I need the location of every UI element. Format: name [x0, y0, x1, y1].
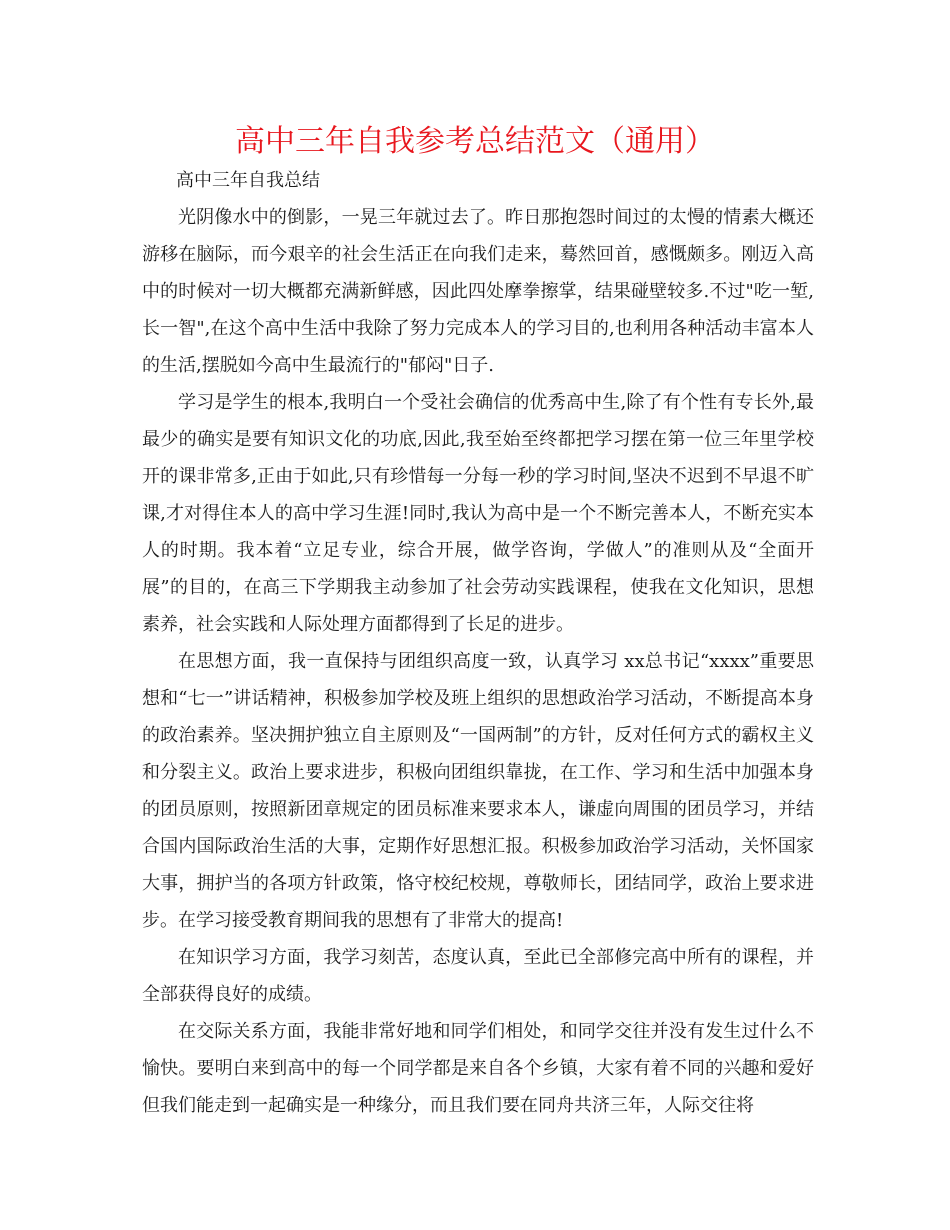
paragraph: 在交际关系方面，我能非常好地和同学们相处，和同学交往并没有发生过什么不愉快。要明白来到高中的每一个同学都是来自各个乡镇，大家有着不同的兴趣和爱好但我们能走到一起确实是一种缘分，而且我们要在同舟共济三年，人际交往将	[142, 1021, 814, 1116]
document-title: 高中三年自我参考总结范文（通用）	[235, 124, 715, 159]
paragraph: 学习是学生的根本,我明白一个受社会确信的优秀高中生,除了有个性有专长外,最最少的确实是要有知识文化的功底,因此,我至始至终都把学习摆在第一位三年里学校开的课非常多,正由于如此,只有珍惜每一分每一秒的学习时间,坚决不迟到不早退不旷课,才对得住本人的高中学习生涯!同时,我认为高中是一个不断完善本人，不断充实本人的时期。我本着“立足专业，综合开展，做学咨询，学做人”的准则从及“全面开展”的目的，在高三下学期我主动参加了社会劳动实践课程，使我在文化知识，思想素养，社会实践和人际处理方面都得到了长足的进步。	[142, 392, 814, 635]
paragraph: 在思想方面，我一直保持与团组织高度一致，认真学习 xx总书记“xxxx”重要思想和“七一”讲话精神，积极参加学校及班上组织的思想政治学习活动，不断提高本身的政治素养。坚决拥护独立自主原则及“一国两制”的方针，反对任何方式的霸权主义和分裂主义。政治上要求进步，积极向团组织靠拢，在工作、学习和生活中加强本身的团员原则，按照新团章规定的团员标准来要求本人，谦虚向周围的团员学习，并结合国内国际政治生活的大事，定期作好思想汇报。积极参加政治学习活动，关怀国家大事，拥护当的各项方针政策，恪守校纪校规，尊敬师长，团结同学，政治上要求进步。在学习接受教育期间我的思想有了非常大的提高!	[142, 651, 814, 931]
paragraph: 光阴像水中的倒影，一晃三年就过去了。昨日那抱怨时间过的太慢的情素大概还游移在脑际，而今艰辛的社会生活正在向我们走来，蓦然回首，感慨颇多。刚迈入高中的时候对一切大概都充满新鲜感，因此四处摩拳擦掌，结果碰壁较多.不过"吃一堑,长一智",在这个高中生活中我除了努力完成本人的学习目的,也利用各种活动丰富本人的生活,摆脱如今高中生最流行的"郁闷"日子.	[142, 207, 814, 376]
document-body	[142, 162, 814, 1124]
paragraph: 在知识学习方面，我学习刻苦，态度认真，至此已全部修完高中所有的课程，并全部获得良好的成绩。	[142, 947, 814, 1005]
document-subtitle: 高中三年自我总结	[176, 170, 320, 191]
